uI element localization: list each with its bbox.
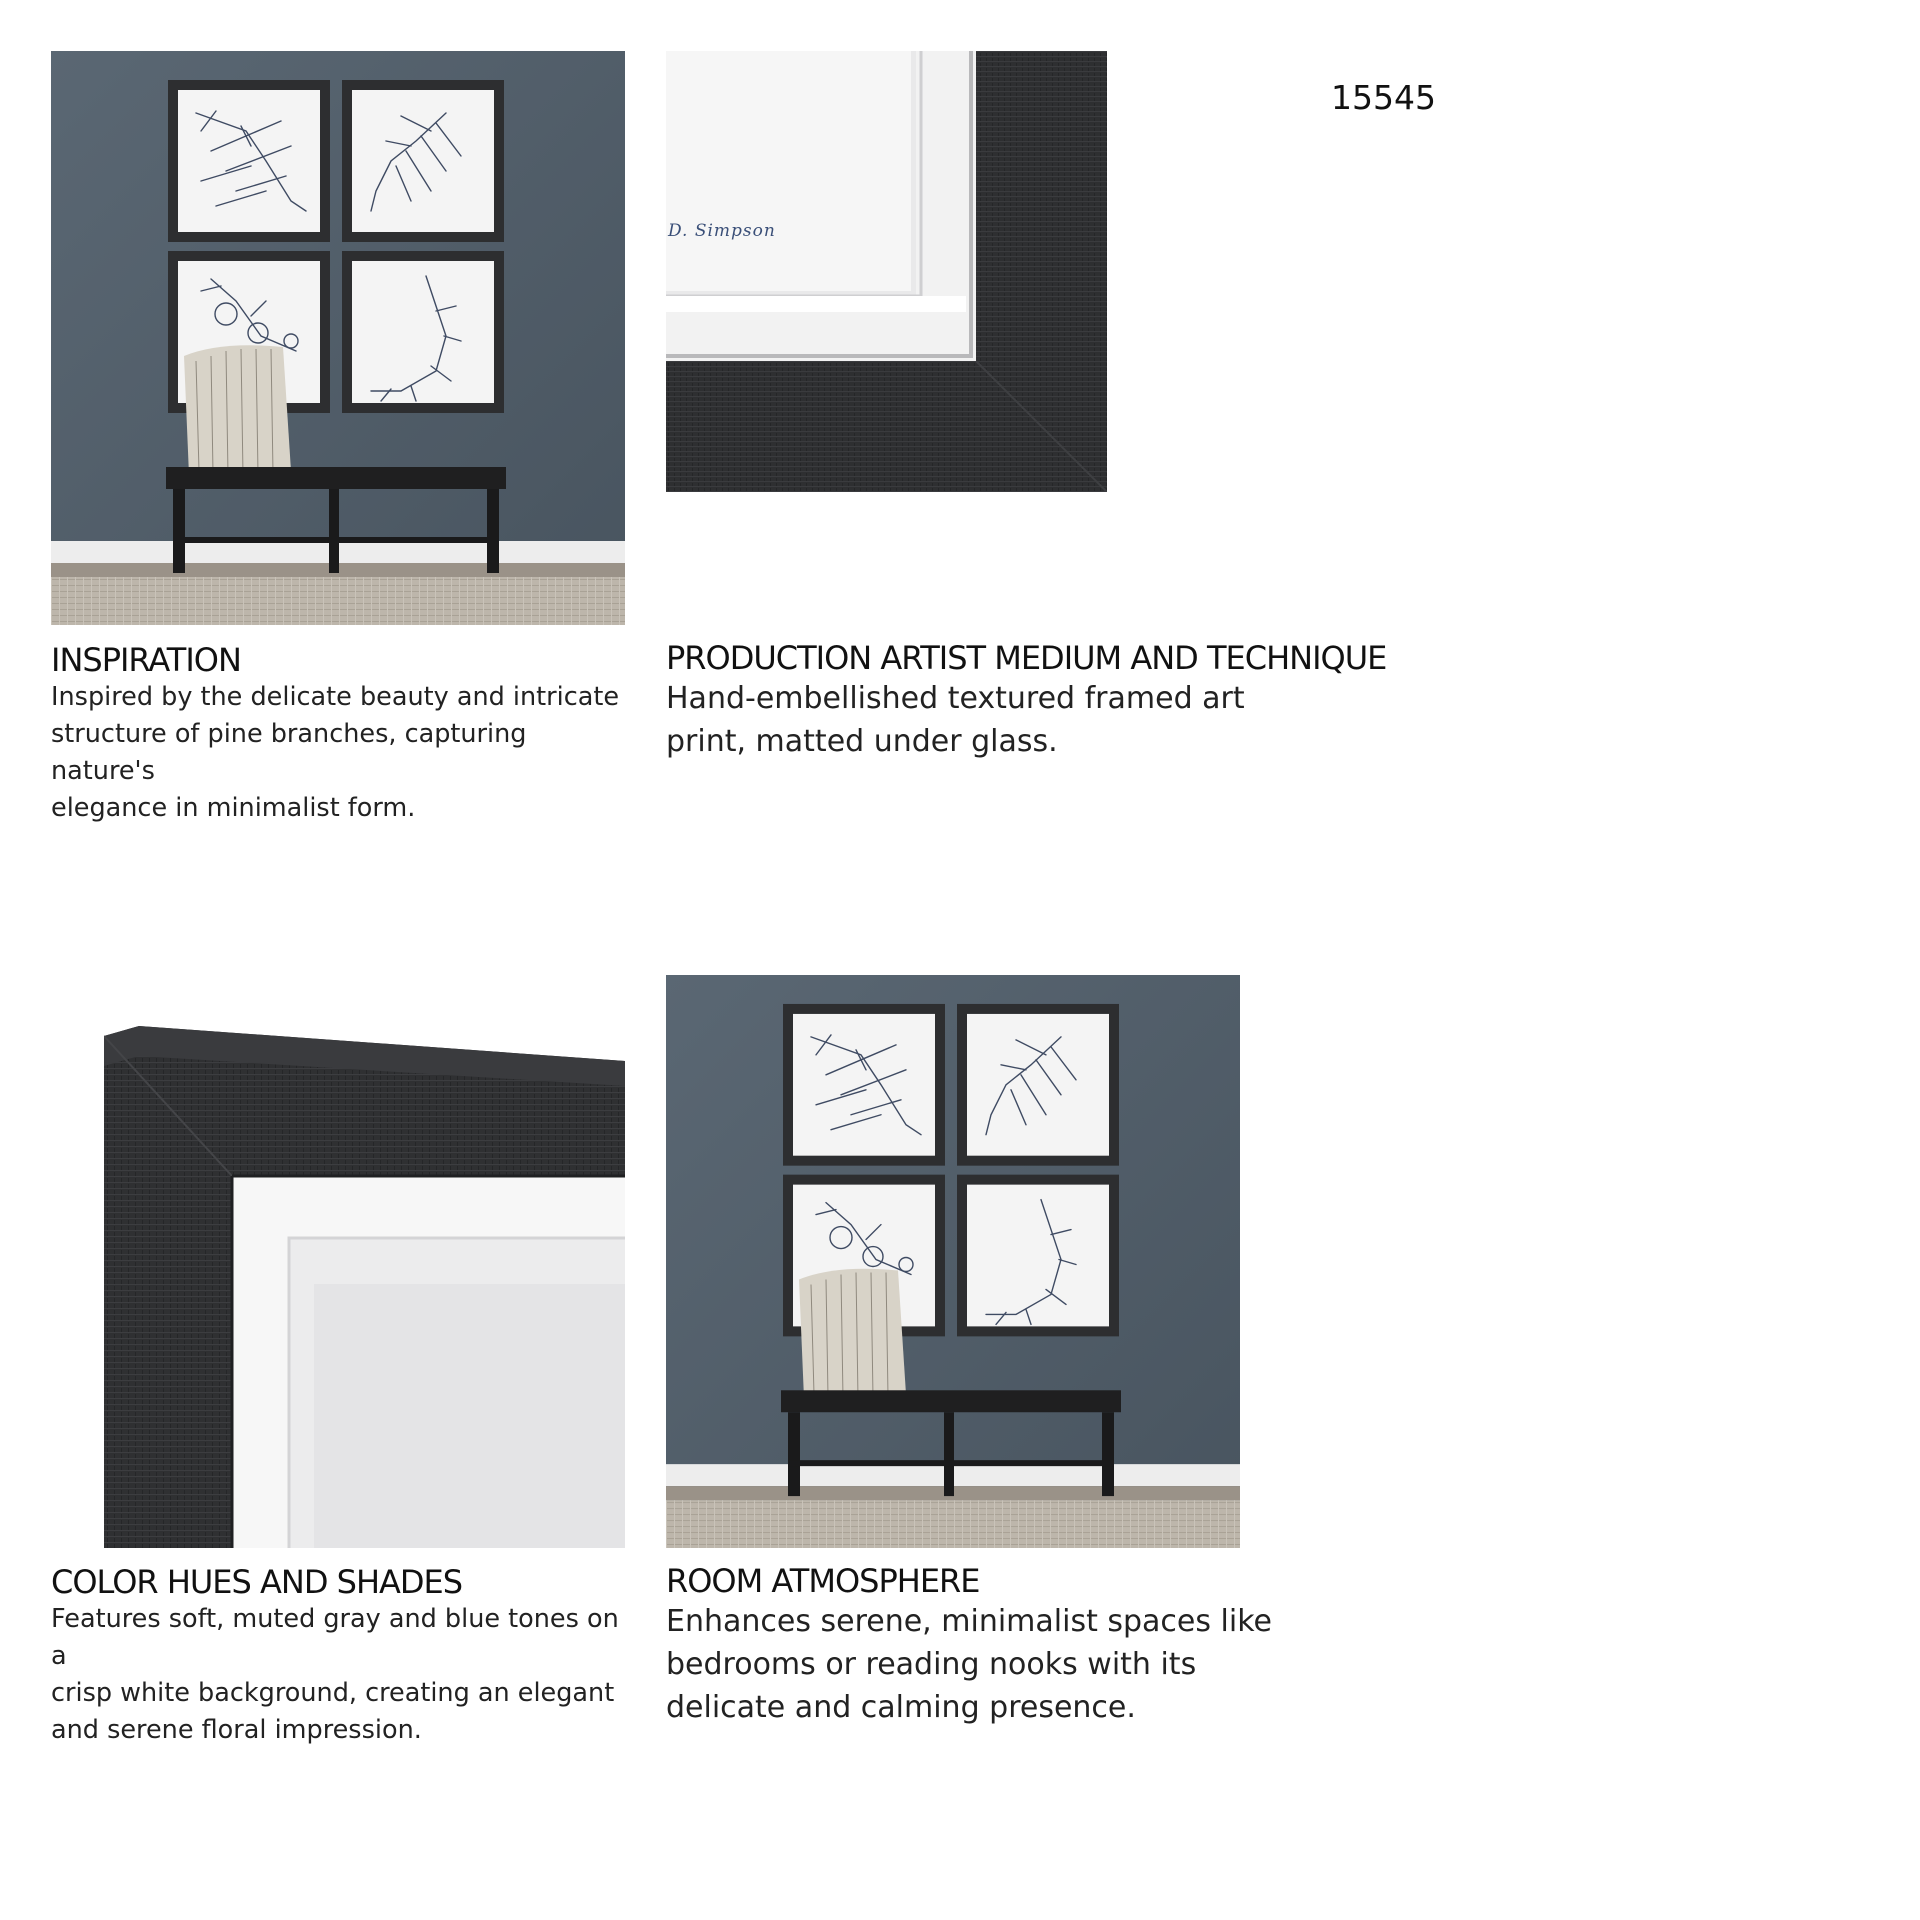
color-line: Features soft, muted gray and blue tones on a — [51, 1604, 619, 1671]
room-atmosphere-heading: ROOM ATMOSPHERE — [666, 1562, 980, 1600]
production-line: Hand-embellished textured framed art — [666, 681, 1245, 716]
color-heading: COLOR HUES AND SHADES — [51, 1563, 463, 1601]
color-line: crisp white background, creating an elegant — [51, 1678, 615, 1708]
room-atmosphere-text — [666, 1600, 1286, 1729]
inspiration-line: Inspired by the delicate beauty and intricate — [51, 682, 620, 712]
inspiration-heading: INSPIRATION — [51, 641, 241, 679]
product-sku: 15545 — [1331, 78, 1436, 117]
room-scene-photo — [51, 51, 625, 625]
inspiration-line: elegance in minimalist form. — [51, 793, 416, 823]
frame-corner-detail-photo — [104, 1026, 625, 1548]
color-line: and serene floral impression. — [51, 1715, 422, 1745]
artist-signature: D. Simpson — [668, 221, 776, 241]
production-heading: PRODUCTION ARTIST MEDIUM AND TECHNIQUE — [666, 639, 1387, 677]
production-text — [666, 677, 1286, 763]
frame-corner-closeup-photo — [666, 51, 1107, 492]
inspiration-line: structure of pine branches, capturing nature's — [51, 719, 527, 786]
room-atmosphere-photo — [666, 975, 1240, 1548]
room-atmosphere-line: bedrooms or reading nooks with its — [666, 1647, 1197, 1682]
production-line: print, matted under glass. — [666, 724, 1058, 759]
color-text — [51, 1601, 631, 1749]
inspiration-text — [51, 679, 631, 827]
room-atmosphere-line: Enhances serene, minimalist spaces like — [666, 1604, 1272, 1639]
room-atmosphere-line: delicate and calming presence. — [666, 1690, 1136, 1725]
